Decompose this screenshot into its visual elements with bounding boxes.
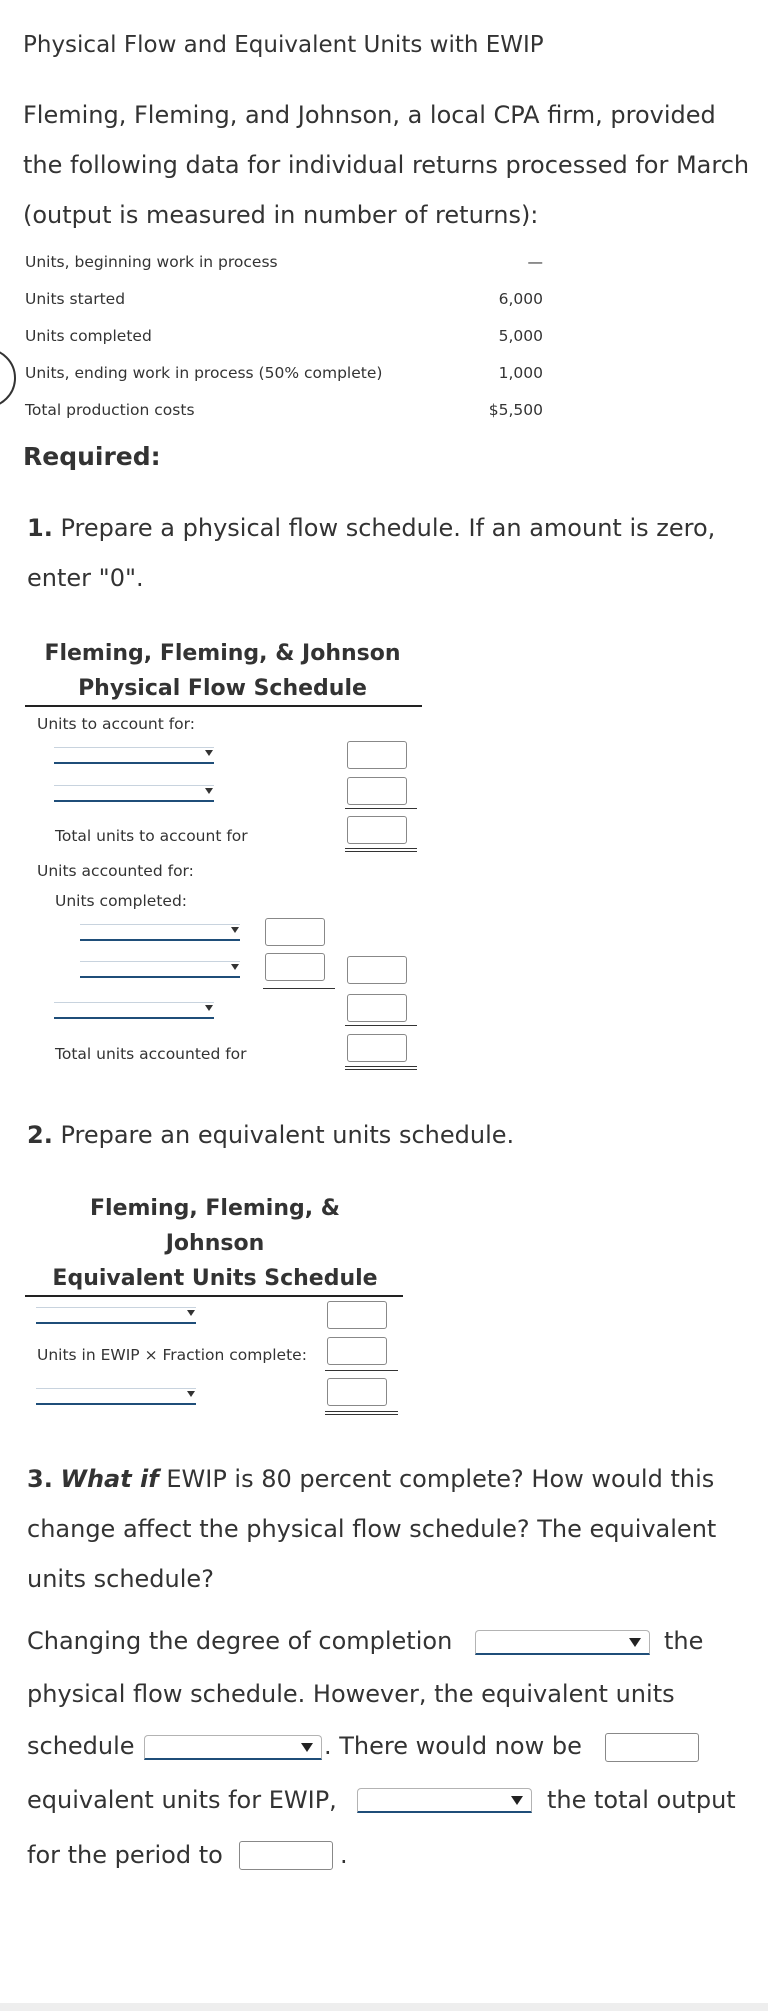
- page-title: Physical Flow and Equivalent Units with EWIP: [23, 32, 544, 58]
- question-2-number: 2.: [27, 1121, 53, 1149]
- data-value-bwip: —: [527, 253, 543, 271]
- units-completed-select-2[interactable]: [80, 961, 240, 978]
- total-to-account-label: Total units to account for: [55, 827, 248, 845]
- schedule1-title-1: Fleming, Fleming, & Johnson: [44, 641, 401, 666]
- total-to-account-input[interactable]: [347, 816, 407, 844]
- units-completed-label: Units completed:: [55, 892, 188, 910]
- schedule1-title-2: Physical Flow Schedule: [78, 676, 367, 701]
- bottom-bar: [0, 2003, 768, 2011]
- units-to-account-input-1[interactable]: [347, 741, 407, 769]
- units-to-account-label: Units to account for:: [37, 715, 195, 733]
- ewip-fraction-input[interactable]: [327, 1337, 387, 1365]
- units-to-account-input-2[interactable]: [347, 777, 407, 805]
- chevron-down-icon: [231, 964, 239, 970]
- equiv-units-total-input[interactable]: [327, 1378, 387, 1406]
- data-label-costs: Total production costs: [25, 401, 195, 419]
- chevron-down-icon: [511, 1796, 523, 1805]
- chevron-down-icon: [205, 1005, 213, 1011]
- units-to-account-select-1[interactable]: [54, 747, 214, 764]
- schedule2-title-rule: [25, 1295, 403, 1297]
- decorative-circle: [0, 348, 16, 408]
- ewip-equiv-units-input[interactable]: [605, 1733, 699, 1762]
- total-accounted-label: Total units accounted for: [55, 1045, 247, 1063]
- data-value-costs: $5,500: [488, 401, 543, 419]
- data-label-bwip: Units, beginning work in process: [25, 253, 278, 271]
- chevron-down-icon: [205, 788, 213, 794]
- question-3-emphasis: What if: [60, 1465, 159, 1493]
- units-completed-select-1[interactable]: [80, 924, 240, 941]
- chevron-down-icon: [629, 1638, 641, 1647]
- data-value-started: 6,000: [498, 290, 543, 308]
- question-3: [27, 1454, 757, 1604]
- equiv-units-select-1[interactable]: [36, 1307, 196, 1324]
- answer-3-text-8: for the period to: [27, 1841, 223, 1869]
- question-1: [27, 503, 757, 603]
- schedule2-title-3: Equivalent Units Schedule: [52, 1266, 378, 1291]
- question-1-text: Prepare a physical flow schedule. If an amount is zero, enter "0".: [27, 514, 716, 592]
- completed-subtotal-rule: [263, 988, 335, 989]
- question-3-number: 3.: [27, 1465, 53, 1493]
- equiv-schedule-effect-select[interactable]: [144, 1735, 322, 1760]
- answer-3-text-7: the total output: [547, 1786, 736, 1814]
- question-2-text: Prepare an equivalent units schedule.: [52, 1121, 515, 1149]
- schedule2-title-1: Fleming, Fleming, &: [90, 1196, 340, 1221]
- answer-3-text-6: equivalent units for EWIP,: [27, 1786, 337, 1814]
- units-completed-total-input[interactable]: [347, 956, 407, 984]
- data-value-completed: 5,000: [498, 327, 543, 345]
- problem-intro: Fleming, Fleming, and Johnson, a local CPA firm, provided the following data for individual returns processed for March (output is measured in number of returns):: [23, 101, 750, 229]
- units-accounted-select-ewip[interactable]: [54, 1002, 214, 1019]
- units-completed-input-1[interactable]: [265, 918, 325, 946]
- subtotal-rule: [345, 808, 417, 809]
- schedule2-title-2: Johnson: [165, 1231, 265, 1256]
- chevron-down-icon: [205, 750, 213, 756]
- completion-effect-select[interactable]: [475, 1630, 650, 1655]
- question-2: [27, 1110, 757, 1160]
- equiv-units-input-1[interactable]: [327, 1301, 387, 1329]
- data-label-ewip: Units, ending work in process (50% complete): [25, 364, 383, 382]
- schedule1-title-rule: [25, 705, 422, 707]
- answer-3-text-2: the: [664, 1627, 704, 1655]
- required-heading: Required:: [23, 442, 161, 471]
- equiv-total-double-rule: [325, 1411, 398, 1415]
- total-output-effect-select[interactable]: [357, 1788, 532, 1813]
- answer-3-text-5: . There would now be: [324, 1732, 582, 1760]
- data-value-ewip: 1,000: [498, 364, 543, 382]
- question-3-text: EWIP is 80 percent complete? How would this change affect the physical flow schedule? The equivalent units schedule?: [27, 1465, 717, 1593]
- total-accounted-double-rule: [345, 1066, 417, 1070]
- accounted-subtotal-rule: [345, 1025, 417, 1026]
- answer-3-text-3: physical flow schedule. However, the equivalent units: [27, 1680, 675, 1708]
- answer-3-paragraph: [27, 1620, 757, 1900]
- data-label-started: Units started: [25, 290, 126, 308]
- chevron-down-icon: [187, 1310, 195, 1316]
- units-accounted-input-ewip[interactable]: [347, 994, 407, 1022]
- equiv-subtotal-rule: [325, 1370, 398, 1371]
- answer-3-text-1: Changing the degree of completion: [27, 1627, 453, 1655]
- chevron-down-icon: [187, 1391, 195, 1397]
- data-label-completed: Units completed: [25, 327, 152, 345]
- chevron-down-icon: [231, 927, 239, 933]
- total-output-input[interactable]: [239, 1841, 333, 1870]
- question-1-number: 1.: [27, 514, 53, 542]
- total-double-rule: [345, 848, 417, 852]
- answer-3-text-9: .: [340, 1841, 348, 1869]
- ewip-fraction-label: Units in EWIP × Fraction complete:: [37, 1346, 307, 1364]
- answer-3-text-4: schedule: [27, 1732, 135, 1760]
- units-to-account-select-2[interactable]: [54, 785, 214, 802]
- total-accounted-input[interactable]: [347, 1034, 407, 1062]
- units-accounted-label: Units accounted for:: [37, 862, 194, 880]
- chevron-down-icon: [301, 1743, 313, 1752]
- units-completed-input-2[interactable]: [265, 953, 325, 981]
- equiv-units-select-total[interactable]: [36, 1388, 196, 1405]
